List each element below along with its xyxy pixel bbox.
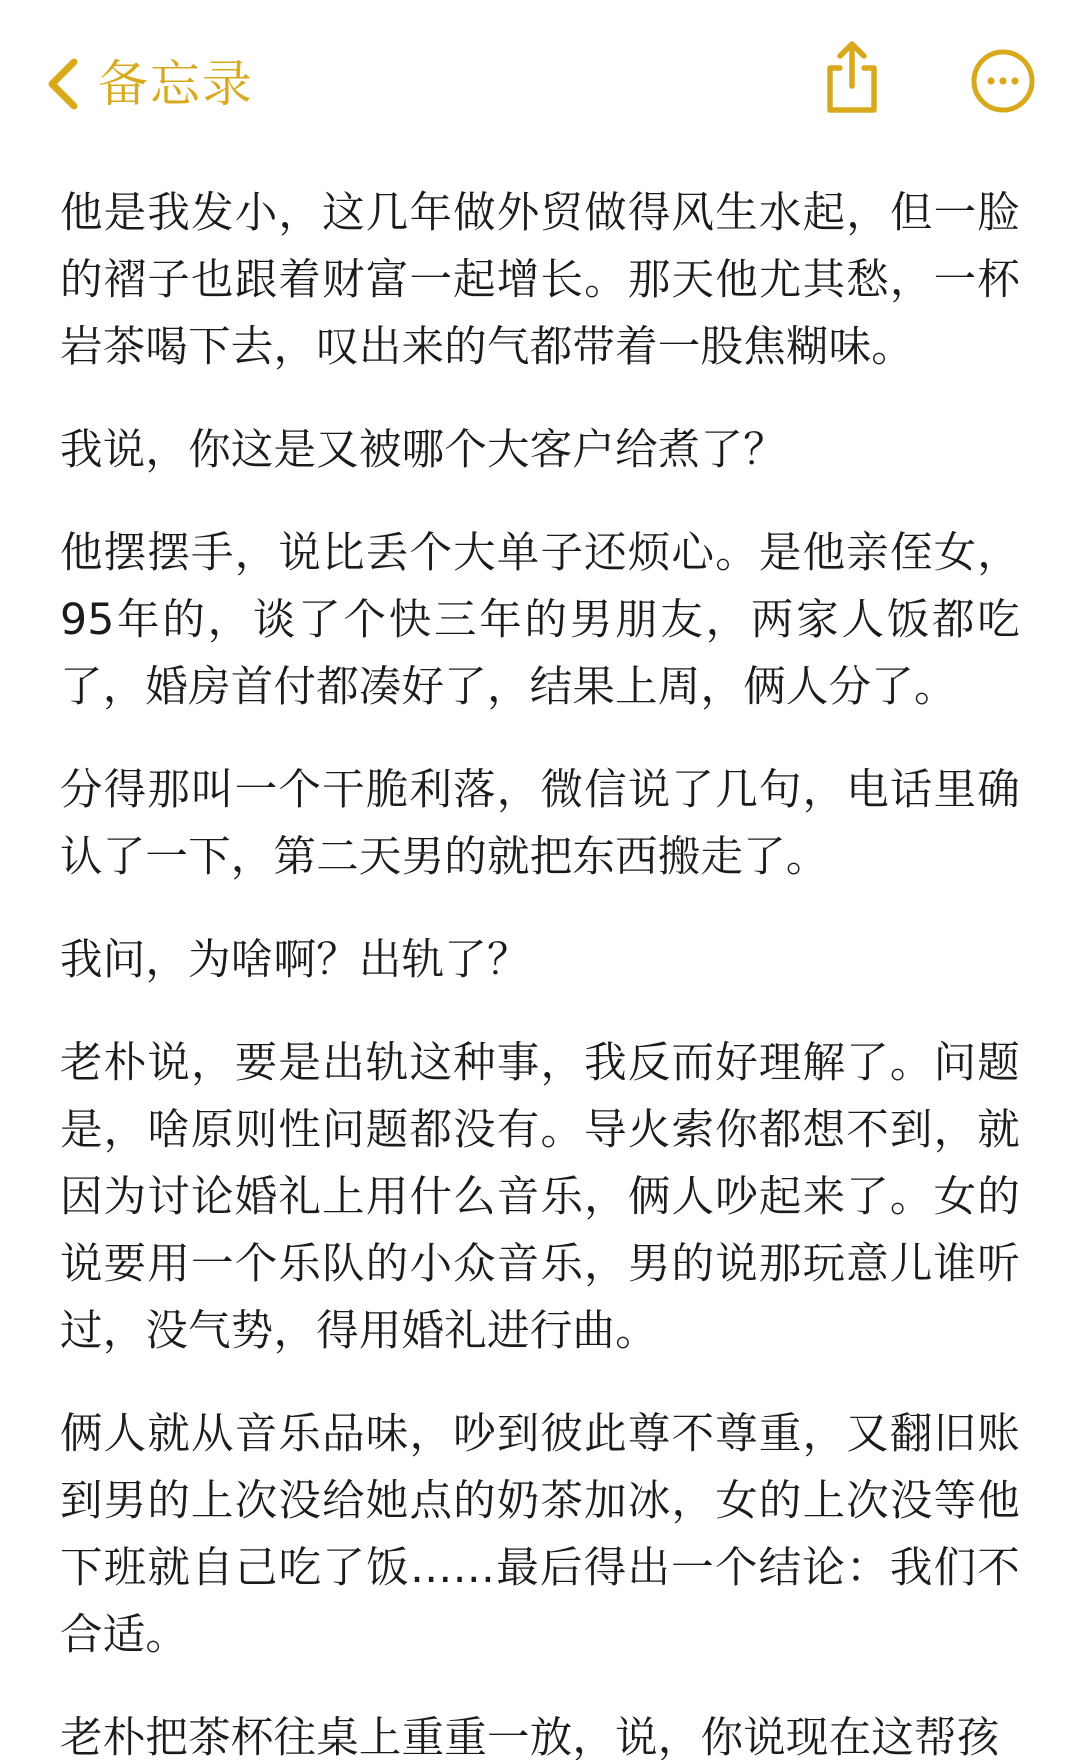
share-button[interactable] bbox=[820, 38, 884, 118]
note-body[interactable] bbox=[60, 180, 1020, 1760]
back-label: 备忘录 bbox=[98, 55, 254, 113]
note-paragraph: 老朴说，要是出轨这种事，我反而好理解了。问题是，啥原则性问题都没有。导火索你都想不到，就因为讨论婚礼上用什么音乐，俩人吵起来了。女的说要用一个乐队的小众音乐，男的说那玩意儿谁听过，没气势，得用婚礼进行曲。 bbox=[60, 1039, 1020, 1356]
more-icon bbox=[970, 48, 1036, 114]
navigation-bar bbox=[0, 0, 1080, 160]
note-paragraph: 分得那叫一个干脆利落，微信说了几句，电话里确认了一下，第二天男的就把东西搬走了。 bbox=[60, 766, 1020, 882]
note-paragraph: 我问，为啥啊？出轨了？ bbox=[60, 936, 530, 985]
more-button[interactable] bbox=[970, 48, 1036, 114]
note-paragraph: 他是我发小，这几年做外贸做得风生水起，但一脸的褶子也跟着财富一起增长。那天他尤其愁，一杯岩茶喝下去，叹出来的气都带着一股焦糊味。 bbox=[60, 189, 1020, 372]
chevron-left-icon bbox=[40, 56, 86, 112]
note-paragraph: 他摆摆手，说比丢个大单子还烦心。是他亲侄女，95年的，谈了个快三年的男朋友，两家人饭都吃了，婚房首付都凑好了，结果上周，俩人分了。 bbox=[60, 529, 1020, 712]
share-icon bbox=[820, 38, 884, 118]
note-paragraph: 我说，你这是又被哪个大客户给煮了？ bbox=[60, 426, 786, 475]
note-paragraph: 俩人就从音乐品味，吵到彼此尊不尊重，又翻旧账到男的上次没给她点的奶茶加冰，女的上次没等他下班就自己吃了饭……最后得出一个结论：我们不合适。 bbox=[60, 1410, 1020, 1660]
note-paragraph: 老朴把茶杯往桌上重重一放，说，你说现在这帮孩 bbox=[60, 1714, 1000, 1760]
back-button[interactable] bbox=[40, 52, 254, 116]
